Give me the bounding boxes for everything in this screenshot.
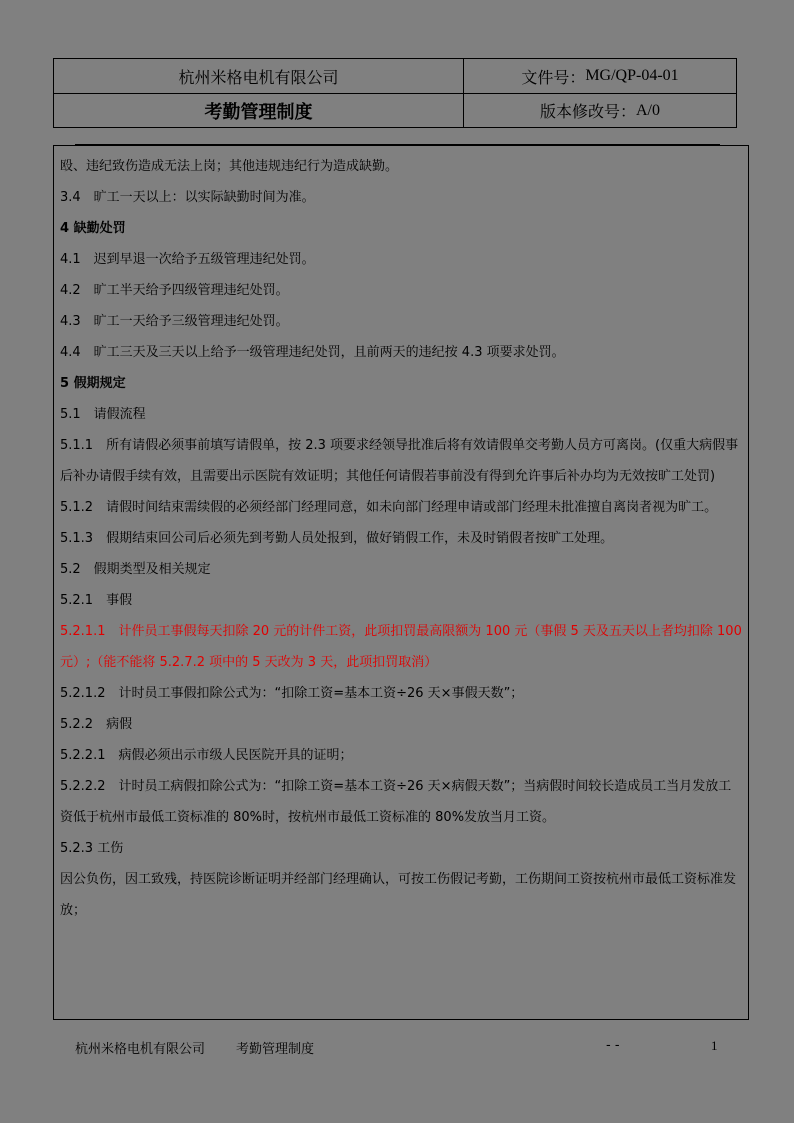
- paragraph: 5.2.1 事假: [60, 593, 133, 608]
- highlighted-paragraph: 5.2.1.1 计件员工事假每天扣除 20 元的计件工资，此项扣罚最高限额为 100 元（事假 5 天及五天以上者均扣除 100 元）;（能不能将 5.2.7.2 项中的 5 天改为 3 天，此项扣罚取消）: [60, 624, 742, 670]
- doc-number-label: 文件号：: [521, 67, 586, 87]
- footer-dashes: - -: [606, 1038, 620, 1053]
- paragraph: 因公负伤，因工致残，持医院诊断证明并经部门经理确认，可按工伤假记考勤，工伤期间工资按杭州市最低工资标准发放；: [60, 872, 737, 918]
- header-company-name: 杭州米格电机有限公司: [54, 59, 464, 94]
- version-label: 版本修改号：: [539, 102, 636, 121]
- paragraph: 5.1.1 所有请假必须事前填写请假单，按 2.3 项要求经领导批准后将有效请假单交考勤人员方可离岗。(仅重大病假事后补办请假手续有效，且需要出示医院有效证明；其他任何请假若事前没有得到允许事后补办均为无效按旷工处罚): [60, 438, 739, 484]
- doc-number-value: MG/QP-04-01: [585, 67, 679, 84]
- footer-company-name: 杭州米格电机有限公司: [75, 1042, 206, 1057]
- paragraph: 5.1 请假流程: [60, 407, 146, 422]
- header-document-number: [464, 59, 736, 94]
- paragraph: 5.2.2.2 计时员工病假扣除公式为：“扣除工资=基本工资÷26 天×病假天数”；当病假时间较长造成员工当月发放工资低于杭州市最低工资标准的 80%时，按杭州市最低工资标准的 80%发放当月工资。: [60, 779, 732, 825]
- paragraph: 5.2.2.1 病假必须出示市级人民医院开具的证明；: [60, 748, 353, 763]
- document-header-table: [53, 58, 737, 128]
- header-version: [464, 94, 736, 127]
- section-heading: 4 缺勤处罚: [60, 221, 126, 236]
- paragraph: 5.2.2 病假: [60, 717, 133, 732]
- paragraph: 4.3 旷工一天给予三级管理违纪处罚。: [60, 314, 289, 329]
- paragraph: 4.1 迟到早退一次给予五级管理违纪处罚。: [60, 252, 315, 267]
- paragraph: 5.2 假期类型及相关规定: [60, 562, 211, 577]
- section-heading: 5 假期规定: [60, 376, 126, 391]
- document-body: [53, 145, 749, 1020]
- footer-page-number: 1: [711, 1038, 718, 1053]
- paragraph: 5.1.2 请假时间结束需续假的必须经部门经理同意，如未向部门经理申请或部门经理未批准擅自离岗者视为旷工。: [60, 500, 718, 515]
- paragraph: 殴、违纪致伤造成无法上岗；其他违规违纪行为造成缺勤。: [60, 159, 399, 174]
- paragraph: 5.1.3 假期结束回公司后必须先到考勤人员处报到，做好销假工作，未及时销假者按旷工处理。: [60, 531, 614, 546]
- paragraph: 4.4 旷工三天及三天以上给予一级管理违纪处罚，且前两天的违纪按 4.3 项要求处罚。: [60, 345, 565, 360]
- paragraph: 3.4 旷工一天以上：以实际缺勤时间为准。: [60, 190, 315, 205]
- paragraph: 5.2.1.2 计时员工事假扣除公式为：“扣除工资=基本工资÷26 天×事假天数”；: [60, 686, 524, 701]
- footer-document-title: 考勤管理制度: [236, 1042, 315, 1057]
- header-document-title: 考勤管理制度: [54, 94, 464, 127]
- version-value: A/0: [636, 101, 660, 119]
- paragraph: 5.2.3 工伤: [60, 841, 124, 856]
- paragraph: 4.2 旷工半天给予四级管理违纪处罚。: [60, 283, 289, 298]
